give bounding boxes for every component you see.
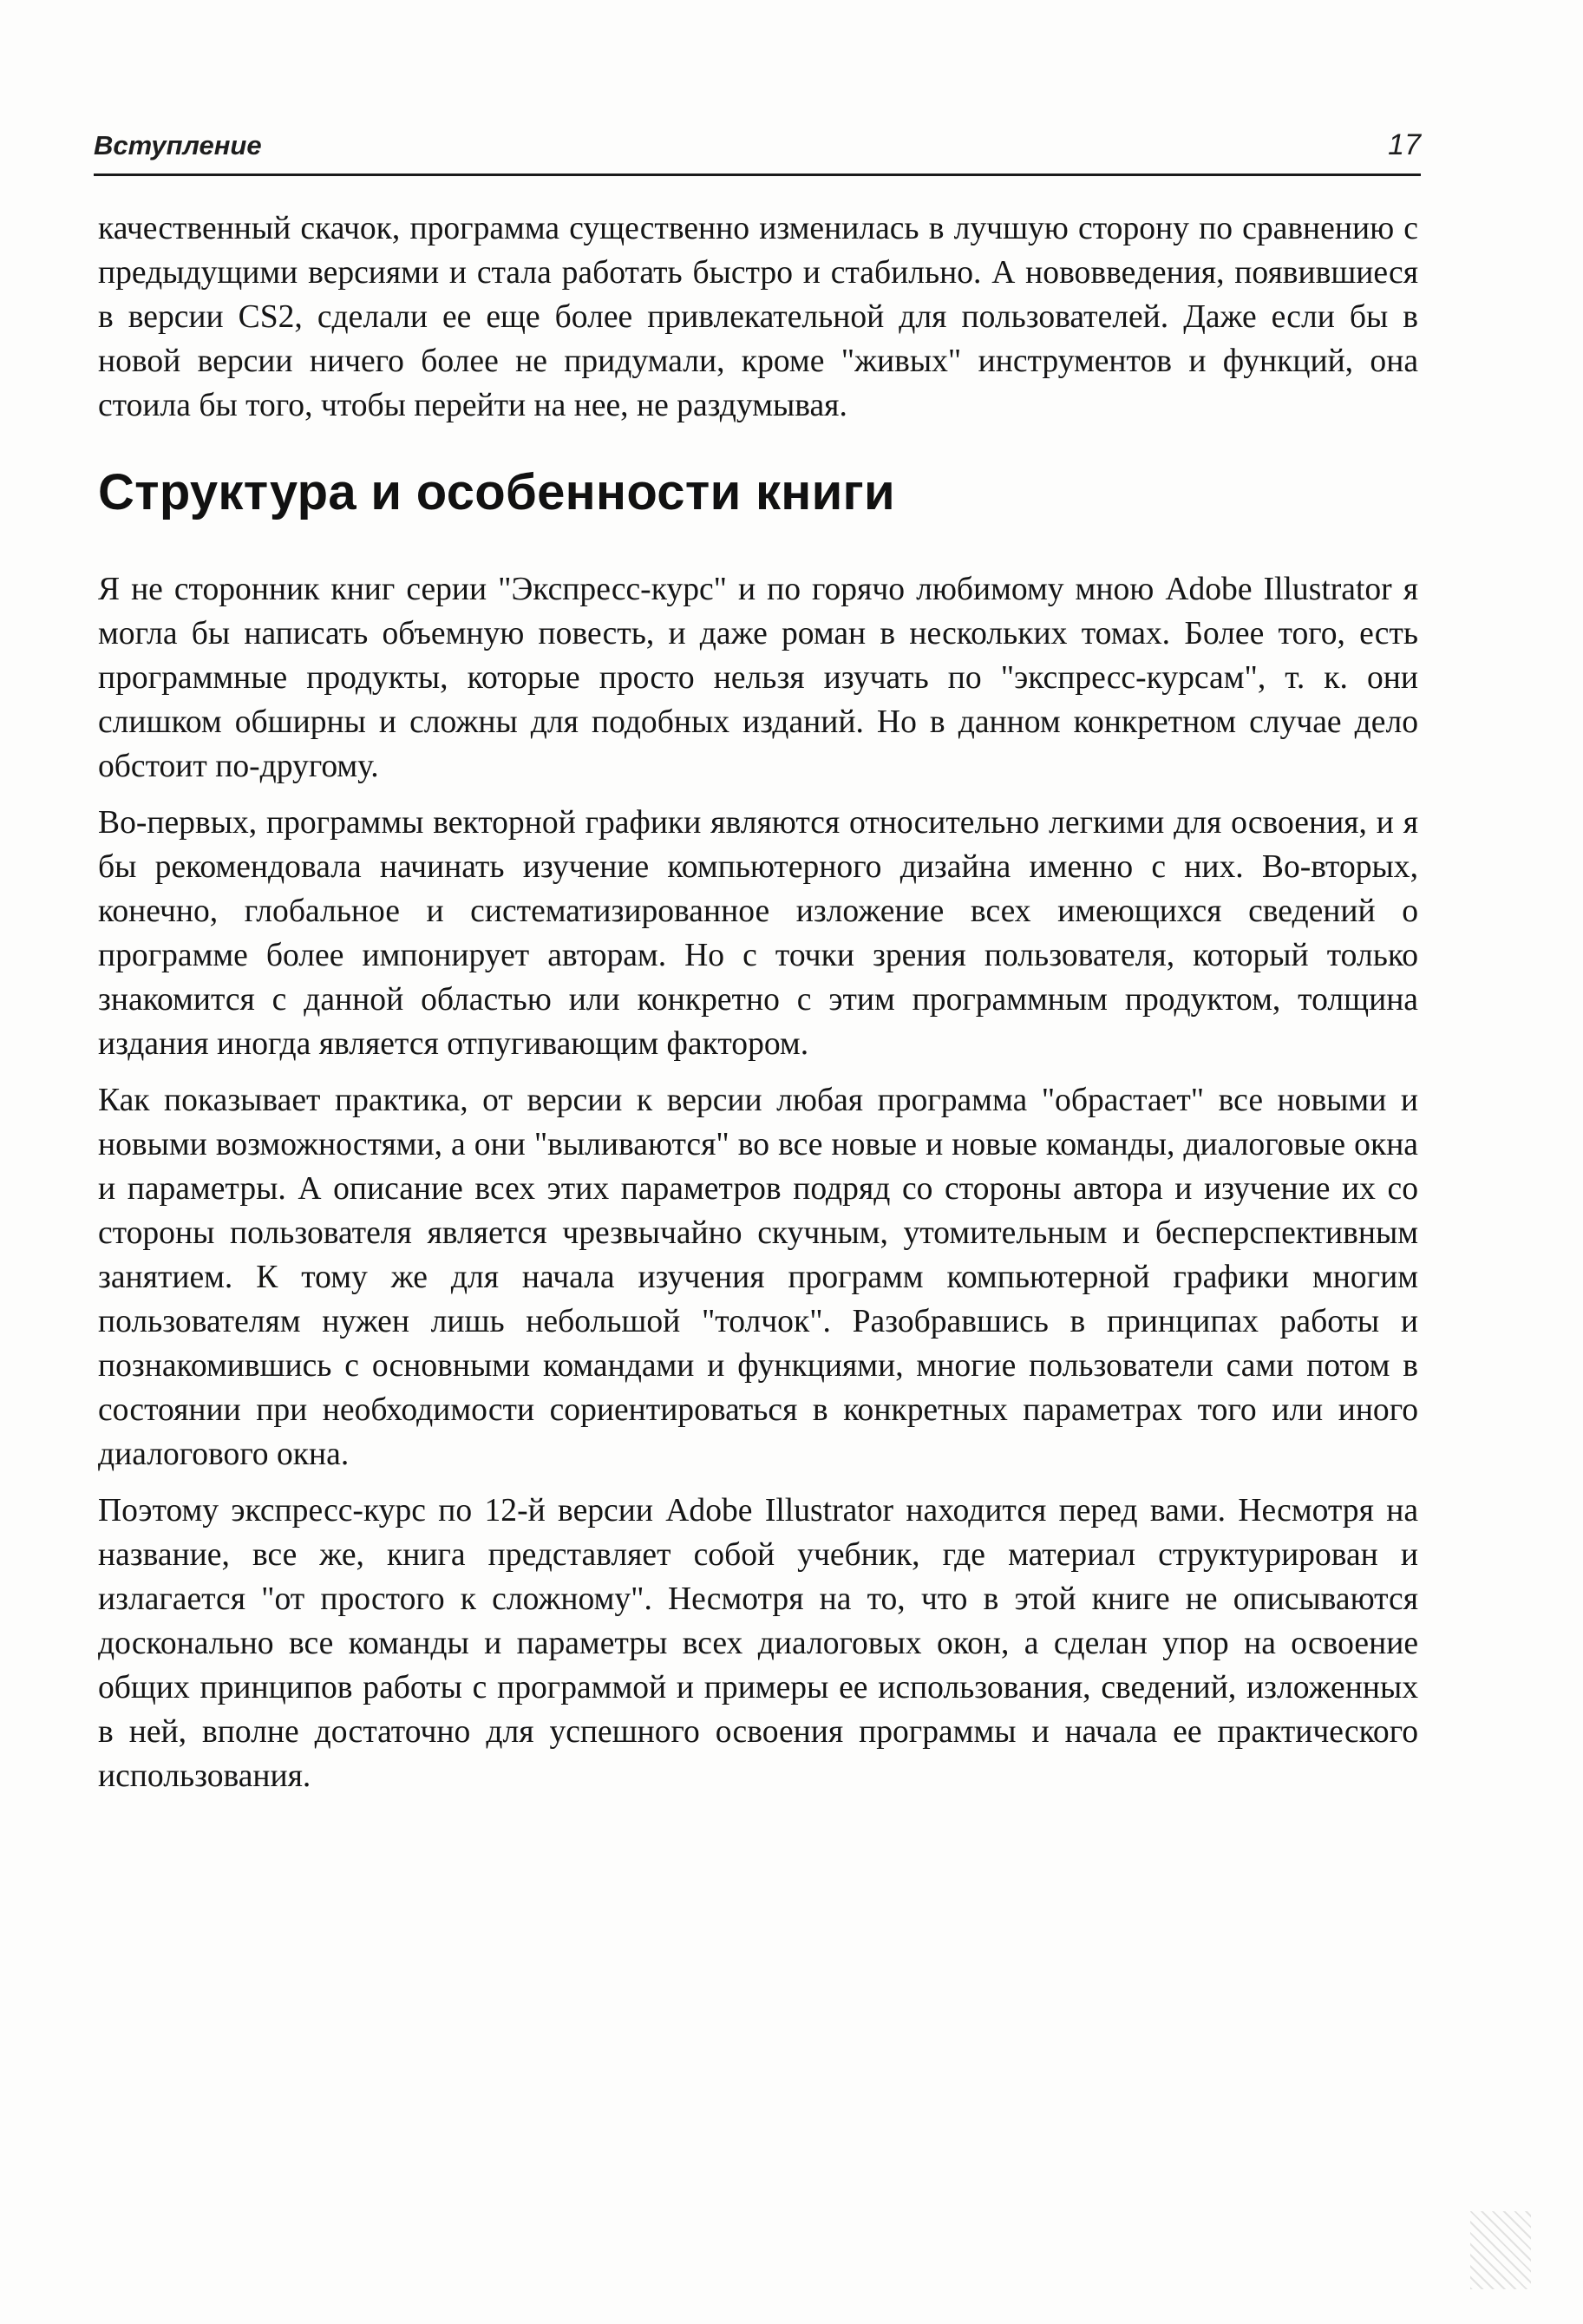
scan-artifact (1470, 2211, 1531, 2289)
intro-paragraph: качественный скачок, программа существенно изменилась в лучшую сторону по сравнению с предыдущими версиями и стала работать быстро и стабильно. А нововведения, появившиеся в версии CS2, сделали ее еще более привлекательной для пользователей. Даже если бы в новой версии ничего более не придумали, кроме "живых" инструментов и функций, она стоила бы того, чтобы перейти на нее, не раздумывая. (98, 211, 1418, 423)
paragraph-1: Я не сторонник книг серии "Экспресс-курс" и по горячо любимому мною Adobe Illustrator я могла бы написать объемную повесть, и даже роман в нескольких томах. Более того, есть программные продукты, которые просто нельзя изучать по "экспресс-курсам", т. к. они слишком обширны и сложны для подобных изданий. Но в данном конкретном случае дело обстоит по-другому. (98, 572, 1418, 784)
main-text (98, 206, 1418, 1798)
page-number: 17 (1388, 128, 1421, 161)
paragraph-4: Поэтому экспресс-курс по 12-й версии Adobe Illustrator находится перед вами. Несмотря на название, все же, книга представляет собой учебник, где материал структурирован и излагается "от простого к сложному". Несмотря на то, что в этой книге не описываются досконально все команды и параметры всех диалоговых окон, а сделан упор на освоение общих принципов работы с программой и примеры ее использования, сведений, изложенных в ней, вполне достаточно для успешного освоения программы и начала ее практического использования. (98, 1493, 1418, 1794)
paragraph-3: Как показывает практика, от версии к версии любая программа "обрастает" все новыми и новыми возможностями, а они "выливаются" во все новые и новые команды, диалоговые окна и параметры. А описание всех этих параметров подряд со стороны автора и изучение их со стороны пользователя является чрезвычайно скучным, утомительным и бесперспективным занятием. К тому же для начала изучения программ компьютерной графики многим пользователям нужен лишь небольшой "толчок". Разобравшись в принципах работы и познакомившись с основными командами и функциями, многие пользователи сами потом в состоянии при необходимости сориентироваться в конкретных параметрах того или иного диалогового окна. (98, 1083, 1418, 1472)
running-header (94, 121, 1421, 176)
section-heading: Структура и особенности книги (98, 464, 895, 520)
running-title: Вступление (94, 130, 262, 160)
paragraph-2: Во-первых, программы векторной графики являются относительно легкими для освоения, и я бы рекомендовала начинать изучение компьютерного дизайна именно с них. Во-вторых, конечно, глобальное и систематизированное изложение всех имеющихся сведений о программе более импонирует авторам. Но с точки зрения пользователя, который только знакомится с данной областью или конкретно с этим программным продуктом, толщина издания иногда является отпугивающим фактором. (98, 805, 1418, 1062)
